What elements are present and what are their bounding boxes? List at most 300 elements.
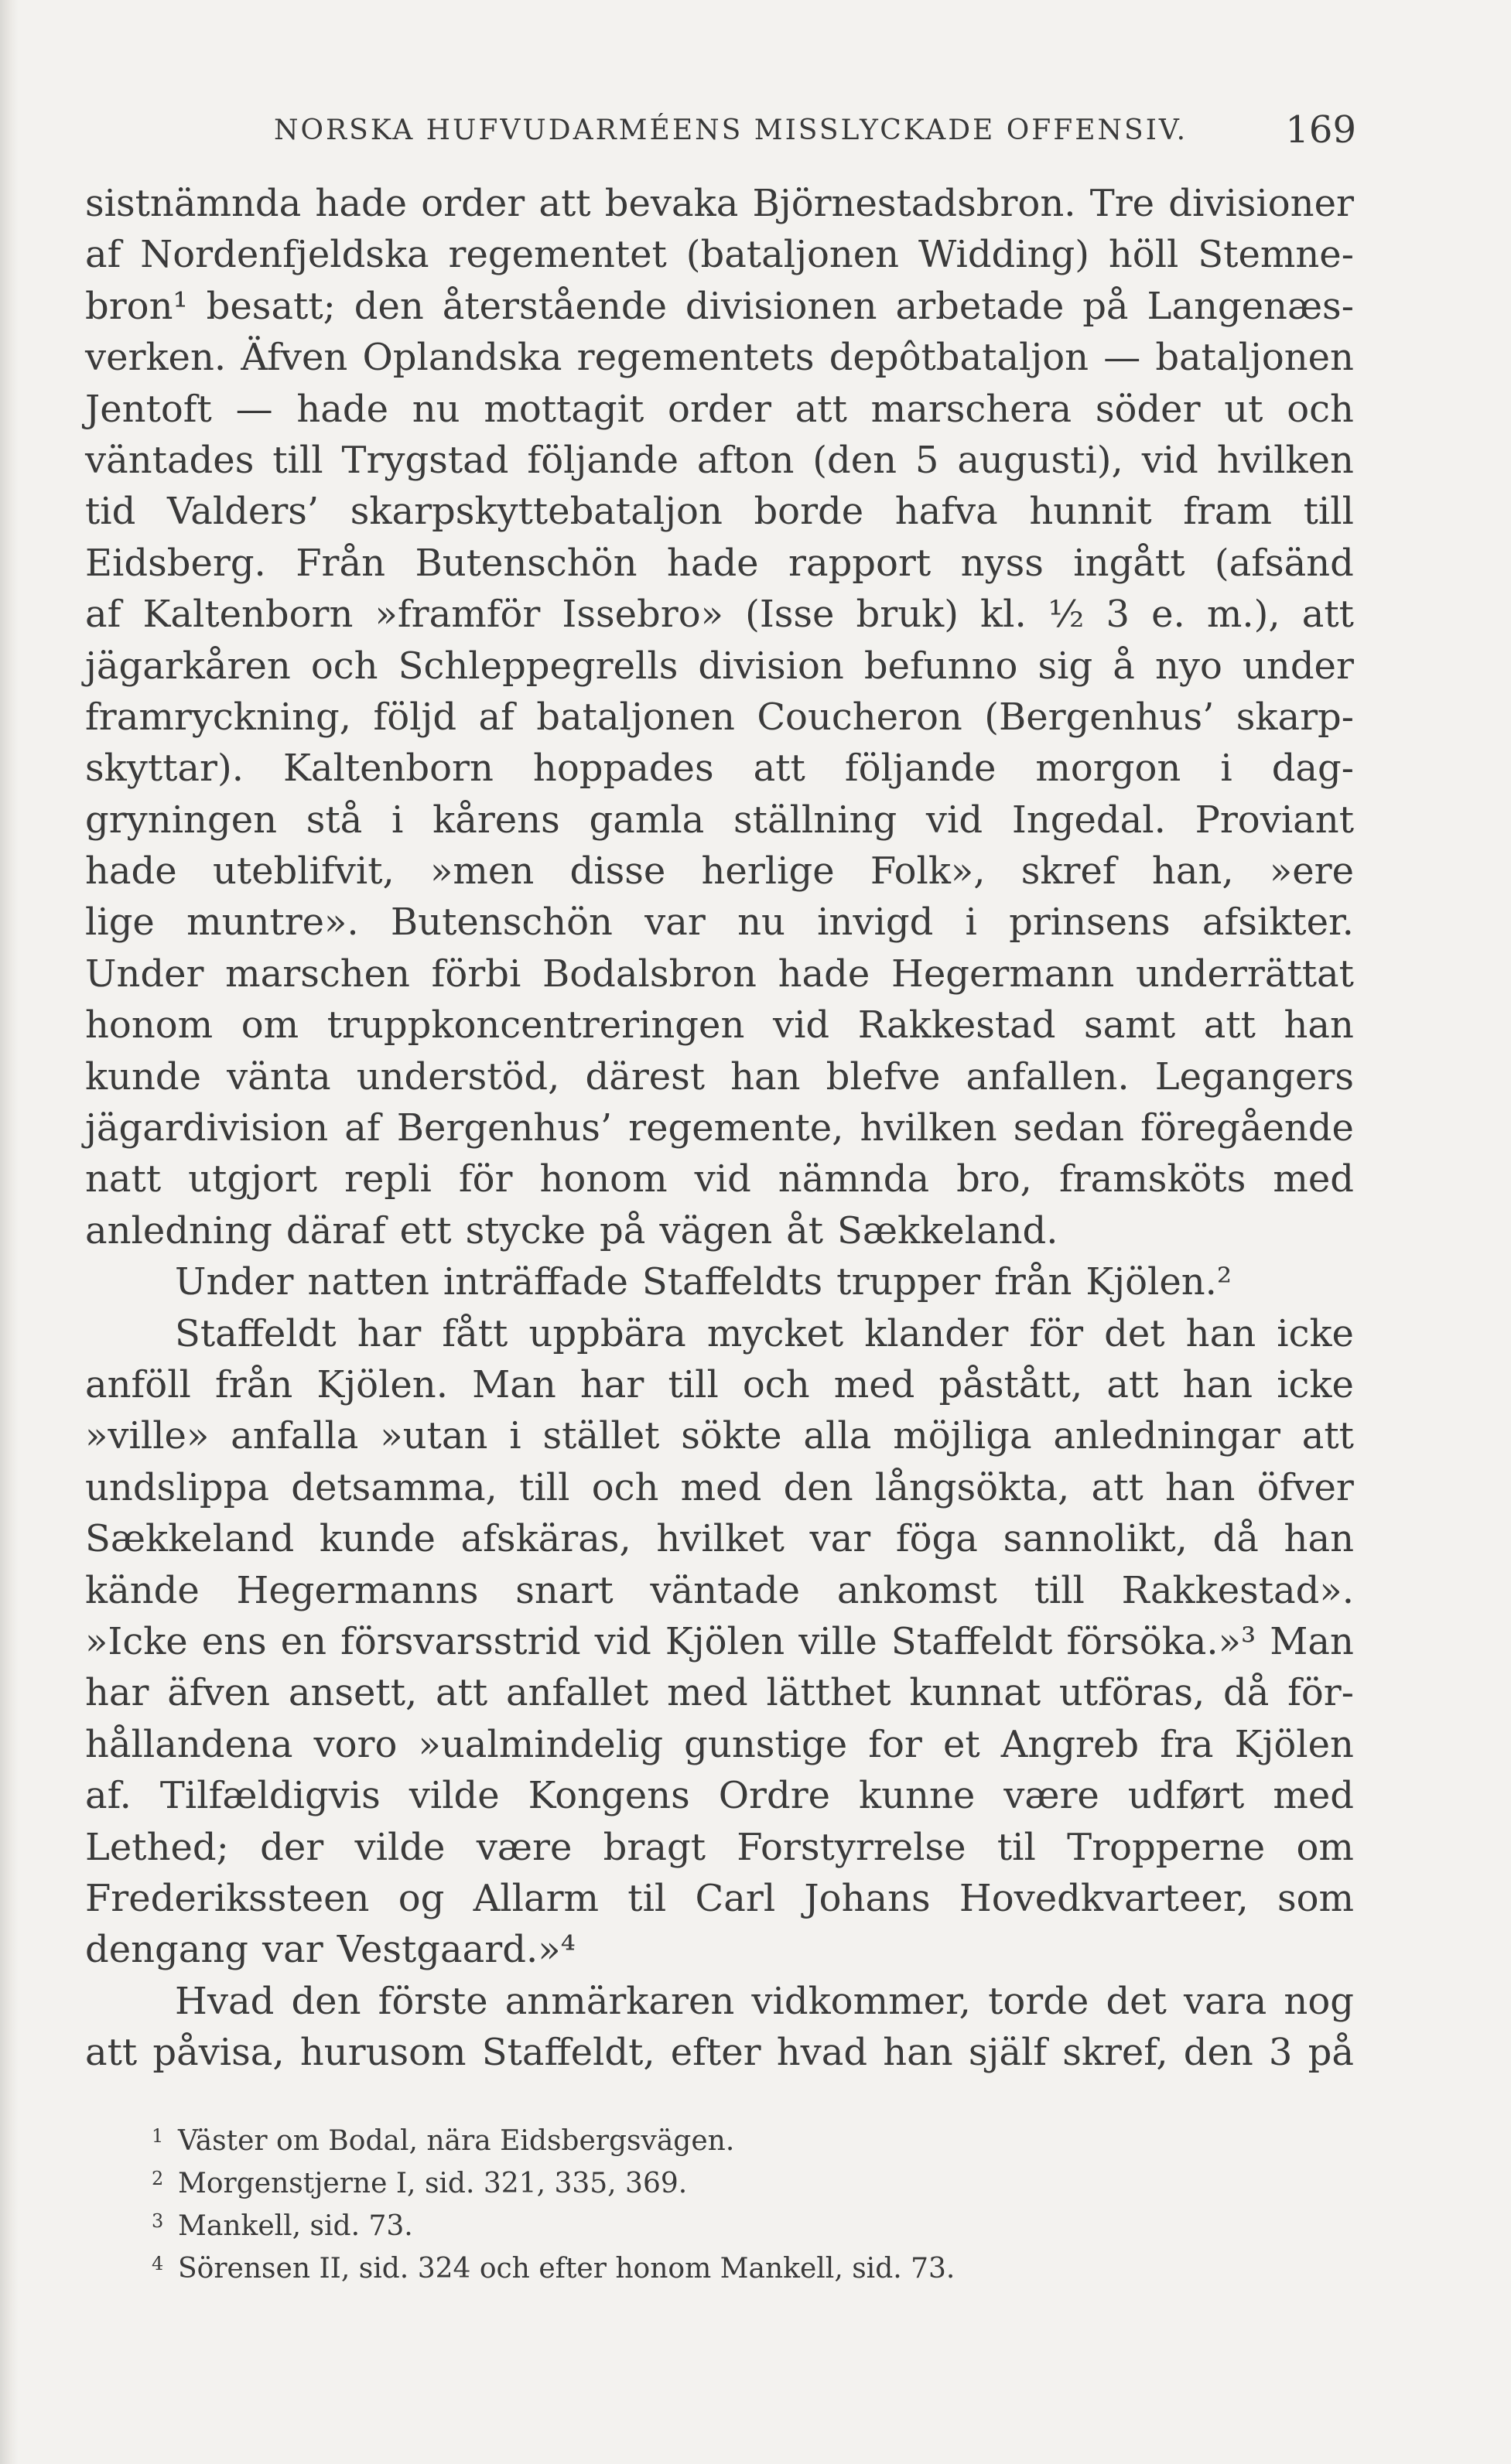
word: själf — [968, 2031, 1048, 2075]
word: sedan — [1013, 1106, 1125, 1150]
word: m.), — [1206, 593, 1280, 637]
word: söder — [1095, 387, 1201, 431]
word: augusti), — [957, 438, 1123, 482]
word: Tropperne — [1067, 1825, 1266, 1869]
word: som — [1277, 1876, 1354, 1920]
word: »ualmindelig — [418, 1722, 664, 1766]
word: Vestgaard.»⁴ — [337, 1928, 576, 1972]
text-line — [85, 384, 1354, 435]
word: och — [591, 1465, 659, 1509]
word: att — [538, 182, 591, 225]
word: (den — [812, 438, 897, 482]
word: af — [85, 233, 121, 277]
word: 3 — [1106, 593, 1130, 637]
word: om — [1296, 1825, 1354, 1869]
word: fram — [1183, 490, 1273, 534]
word: sistnämnda — [85, 182, 302, 225]
word: vara — [1184, 1979, 1267, 2023]
word: Allarm — [473, 1876, 600, 1920]
text-line — [85, 1513, 1354, 1564]
word: vid — [925, 798, 983, 842]
word: följande — [527, 438, 679, 482]
footnote — [152, 2247, 1261, 2290]
text-line — [85, 743, 1354, 794]
word: att — [1301, 1414, 1354, 1458]
word: från — [215, 1362, 293, 1406]
word: ut — [1224, 387, 1263, 431]
word: herlige — [701, 849, 835, 894]
word: har — [357, 1311, 422, 1355]
word: Under — [175, 1260, 294, 1304]
word: Sækkeland — [85, 1517, 295, 1561]
word: framryckning, — [85, 695, 352, 739]
word: på — [1082, 284, 1129, 328]
text-line — [85, 846, 1354, 897]
word: til — [627, 1876, 667, 1920]
word: vilde — [409, 1774, 500, 1818]
footnote-text: Sörensen II, sid. 324 och efter honom Mankell, sid. 73. — [178, 2253, 955, 2285]
word: bevaka — [604, 182, 739, 225]
word: bruk) — [856, 593, 959, 637]
text-line — [85, 589, 1354, 640]
footnote-mark: 1 — [152, 2125, 164, 2147]
word: Kjölen — [1234, 1722, 1354, 1766]
word: öfver — [1256, 1465, 1354, 1509]
word: nyo — [1154, 644, 1222, 688]
word: för — [458, 1157, 513, 1201]
word: den — [291, 1979, 361, 2023]
word: långsökta, — [874, 1465, 1070, 1509]
word: Eidsberg. — [85, 541, 266, 585]
word: rapport — [788, 541, 932, 585]
word: for — [868, 1722, 922, 1766]
word: torde — [988, 1979, 1089, 2023]
word: var — [262, 1928, 323, 1972]
word: Sækkeland. — [837, 1208, 1058, 1253]
word: till — [272, 438, 323, 482]
word: Staffeldt — [175, 1311, 337, 1355]
word: Widding) — [918, 233, 1089, 277]
word: föga — [895, 1517, 978, 1561]
word: har — [85, 1671, 149, 1715]
word: repli — [344, 1157, 432, 1201]
word: Rakkestad — [857, 1003, 1056, 1047]
word: Kjölen.² — [1085, 1260, 1232, 1304]
word: sannolikt, — [1003, 1517, 1188, 1561]
word: ½ — [1048, 593, 1085, 637]
word: befunno — [863, 644, 1018, 688]
word: vid — [1141, 438, 1198, 482]
word: være — [476, 1825, 573, 1869]
word: han — [1284, 1517, 1354, 1561]
word: då — [1212, 1517, 1259, 1561]
word: honom — [539, 1157, 668, 1201]
word: Rakkestad». — [1121, 1568, 1354, 1612]
word: Frederikssteen — [85, 1876, 370, 1920]
word: hvilken — [1216, 438, 1354, 482]
word: en — [280, 1619, 327, 1663]
text-line — [85, 435, 1354, 486]
word: nämnda — [778, 1157, 930, 1201]
word: afsikter. — [1202, 901, 1354, 945]
footnotes — [152, 2120, 1261, 2290]
word: Kaltenborn — [142, 593, 354, 637]
word: ett — [399, 1208, 452, 1253]
text-line — [85, 1565, 1354, 1616]
word: i — [391, 798, 404, 842]
word: anledningar — [1053, 1414, 1280, 1458]
word: han — [1185, 1311, 1256, 1355]
word: utgjort — [188, 1157, 318, 1201]
word: han — [883, 2031, 953, 2075]
word: föregående — [1140, 1106, 1354, 1150]
word: — — [1103, 336, 1141, 380]
word: på — [1308, 2031, 1354, 2075]
word: vid — [594, 1619, 651, 1663]
text-line — [85, 229, 1354, 280]
word: tid — [85, 490, 136, 534]
text-line — [85, 1616, 1354, 1667]
word: Kjölen. — [316, 1362, 448, 1406]
word: prinsens — [1009, 901, 1171, 945]
word: anmärkaren — [504, 1979, 735, 2023]
text-line — [85, 1308, 1354, 1359]
word: för- — [1287, 1671, 1354, 1715]
word: att — [1106, 1362, 1159, 1406]
word: morgon — [1035, 747, 1181, 791]
word: Schleppegrells — [398, 644, 679, 688]
word: fått — [442, 1311, 508, 1355]
word: understöd, — [356, 1054, 560, 1099]
word: Staffeldts — [641, 1260, 823, 1304]
word: med — [833, 1362, 915, 1406]
word: Ingedal. — [1011, 798, 1166, 842]
word: stället — [542, 1414, 660, 1458]
word: Stemne- — [1198, 233, 1354, 277]
footnote — [152, 2205, 1261, 2247]
word: Från — [296, 541, 386, 585]
footnote-text: Mankell, sid. 73. — [178, 2210, 413, 2242]
word: Jentoft — [85, 387, 212, 431]
word: anfallet — [505, 1671, 649, 1715]
word: mottagit — [484, 387, 644, 431]
word: väntades — [85, 438, 255, 482]
word: ställning — [733, 798, 897, 842]
word: order — [668, 387, 771, 431]
word: det — [1106, 1979, 1167, 2023]
word: gamla — [589, 798, 705, 842]
word: voro — [313, 1722, 398, 1766]
word: Coucheron — [757, 695, 962, 739]
word: uppbära — [528, 1311, 686, 1355]
footnote-text: Morgenstjerne I, sid. 321, 335, 369. — [178, 2168, 688, 2199]
text-line — [85, 1359, 1354, 1410]
word: gryningen — [85, 798, 278, 842]
word: af — [344, 1106, 381, 1150]
word: försvarsstrid — [340, 1619, 581, 1663]
word: afton — [696, 438, 795, 482]
word: då — [1223, 1671, 1270, 1715]
word: under — [1242, 644, 1354, 688]
word: Forstyrrelse — [737, 1825, 966, 1869]
word: han — [1165, 1465, 1236, 1509]
word: sökte — [681, 1414, 782, 1458]
word: kårens — [432, 798, 560, 842]
word: till — [1034, 1568, 1085, 1612]
word: — — [235, 387, 273, 431]
word: regementet — [448, 233, 667, 277]
word: från — [994, 1260, 1072, 1304]
word: hade — [666, 541, 759, 585]
text-line — [85, 897, 1354, 948]
word: skarpskyttebataljon — [350, 490, 723, 534]
word: (Bergenhus’ — [984, 695, 1215, 739]
text-line — [85, 178, 1354, 229]
word: nu — [412, 387, 460, 431]
text-line — [85, 1719, 1354, 1770]
word: därest — [585, 1054, 706, 1099]
word: detsamma, — [291, 1465, 497, 1509]
word: underrättat — [1135, 952, 1354, 996]
word: Butenschön — [415, 541, 638, 585]
word: hade — [85, 849, 177, 894]
text-line — [85, 1462, 1354, 1513]
word: hvilken — [860, 1106, 997, 1150]
word: borde — [754, 490, 864, 534]
word: hoppades — [532, 747, 714, 791]
word: följd — [373, 695, 457, 739]
word: stå — [306, 798, 363, 842]
word: udført — [1127, 1774, 1245, 1818]
word: hade — [315, 182, 408, 225]
word: Kjölen — [665, 1619, 785, 1663]
word: bragt — [603, 1825, 706, 1869]
word: Issebro» — [562, 593, 723, 637]
word: att — [1091, 1465, 1144, 1509]
word: framsköts — [1058, 1157, 1246, 1201]
word: mycket — [706, 1311, 844, 1355]
text-line — [85, 1000, 1354, 1051]
footnote-mark: 3 — [152, 2210, 164, 2232]
word: 5 — [914, 438, 939, 482]
footnote-mark: 2 — [152, 2168, 164, 2189]
word: til — [997, 1825, 1036, 1869]
word: med — [667, 1671, 748, 1715]
word: ville — [798, 1619, 877, 1663]
word: däraf — [285, 1208, 386, 1253]
word: Oplandska — [362, 336, 562, 380]
word: skref — [1020, 849, 1116, 894]
word: var — [644, 901, 706, 945]
word: att — [1203, 1003, 1256, 1047]
word: om — [241, 1003, 299, 1047]
word: Man — [1270, 1619, 1354, 1663]
word: sig — [1038, 644, 1093, 688]
word: kunne — [859, 1774, 976, 1818]
word: den — [783, 1465, 853, 1509]
word: Lethed; — [85, 1825, 229, 1869]
word: i — [965, 901, 977, 945]
word: försöka.»³ — [1066, 1619, 1256, 1663]
word: ingått — [1073, 541, 1185, 585]
word: kl. — [980, 593, 1027, 637]
word: Hegermann — [891, 952, 1115, 996]
text-line — [85, 332, 1354, 383]
word: och — [310, 644, 378, 688]
word: anföll — [85, 1362, 191, 1406]
word: af — [85, 593, 121, 637]
word: klander — [864, 1311, 1009, 1355]
word: i — [509, 1414, 521, 1458]
running-title: NORSKA HUFVUDARMÉENS MISSLYCKADE OFFENSIV. — [274, 114, 1188, 146]
word: besatt; — [206, 284, 336, 328]
word: uteblifvit, — [212, 849, 395, 894]
word: vid — [694, 1157, 751, 1201]
word: »Icke — [85, 1619, 188, 1663]
word: han — [1284, 1003, 1354, 1047]
word: regementets — [576, 336, 815, 380]
text-line — [85, 486, 1354, 537]
word: den — [1183, 2031, 1253, 2075]
word: Legangers — [1154, 1054, 1354, 1099]
word: af. — [85, 1774, 132, 1818]
word: e. — [1151, 593, 1185, 637]
word: icke — [1277, 1311, 1354, 1355]
word: återstående — [442, 284, 667, 328]
word: nu — [737, 901, 785, 945]
word: Tre — [1089, 182, 1155, 225]
word: »ere — [1269, 849, 1354, 894]
word: natten — [307, 1260, 429, 1304]
word: skref, — [1062, 2031, 1168, 2075]
word: divisionen — [685, 284, 877, 328]
word: att — [436, 1671, 488, 1715]
word: der — [260, 1825, 324, 1869]
word: alla — [803, 1414, 872, 1458]
word: hvilket — [656, 1517, 785, 1561]
word: äfven — [167, 1671, 271, 1715]
word: Kongens — [528, 1774, 690, 1818]
word: att — [795, 387, 847, 431]
word: var — [809, 1517, 871, 1561]
word: å — [1113, 644, 1135, 688]
word: Staffeldt — [891, 1619, 1053, 1663]
word: hade — [296, 387, 388, 431]
word: Äfven — [241, 336, 348, 380]
word: »framför — [374, 593, 541, 637]
word: till — [519, 1465, 570, 1509]
word: afskäras, — [460, 1517, 631, 1561]
text-line — [85, 1051, 1354, 1102]
word: möjliga — [893, 1414, 1032, 1458]
word: natt — [85, 1157, 162, 1201]
word: Langenæs- — [1147, 284, 1354, 328]
word: stycke — [465, 1208, 586, 1253]
word: samt — [1084, 1003, 1176, 1047]
footnote-mark: 4 — [152, 2253, 164, 2274]
text-line — [85, 948, 1354, 1000]
word: Under — [85, 952, 204, 996]
text-line — [85, 1205, 1354, 1256]
word: muntre». — [186, 901, 359, 945]
word: »men — [430, 849, 535, 894]
word: Ordre — [718, 1774, 831, 1818]
word: Bergenhus’ — [396, 1106, 613, 1150]
word: med — [1273, 1774, 1354, 1818]
word: bron¹ — [85, 284, 188, 328]
word: Angreb — [1000, 1722, 1140, 1766]
running-header — [85, 108, 1356, 155]
word: Proviant — [1195, 798, 1354, 842]
word: Carl — [695, 1876, 776, 1920]
word: nyss — [960, 541, 1044, 585]
word: med — [1273, 1157, 1354, 1201]
word: väntade — [650, 1568, 801, 1612]
word: arbetade — [895, 284, 1065, 328]
word: lätthet — [766, 1671, 891, 1715]
word: (afsänd — [1214, 541, 1354, 585]
text-line — [85, 1770, 1354, 1821]
word: inträffade — [443, 1260, 628, 1304]
footnote-text: Väster om Bodal, nära Eidsbergsvägen. — [178, 2125, 735, 2157]
word: gunstige — [684, 1722, 848, 1766]
word: division — [698, 644, 844, 688]
word: att — [1301, 593, 1354, 637]
word: påstått, — [938, 1362, 1083, 1406]
word: Man — [472, 1362, 556, 1406]
word: Kaltenborn — [282, 747, 494, 791]
word: divisioner — [1168, 182, 1354, 225]
word: skarp- — [1236, 695, 1354, 739]
word: Valders’ — [166, 490, 320, 534]
word: han — [730, 1054, 801, 1099]
word: nog — [1284, 1979, 1354, 2023]
word: Nordenfjeldska — [140, 233, 429, 277]
page-edge-shadow — [0, 0, 19, 2464]
word: regemente, — [628, 1106, 844, 1150]
word: bataljonen — [536, 695, 735, 739]
word: till — [1303, 490, 1354, 534]
word: vänta — [227, 1054, 331, 1099]
text-line — [85, 1822, 1354, 1873]
text-line — [85, 2027, 1354, 2078]
word: være — [1003, 1774, 1099, 1818]
word: vägen — [659, 1208, 773, 1253]
word: har — [579, 1362, 644, 1406]
word: han, — [1151, 849, 1234, 894]
word: i — [1220, 747, 1232, 791]
word: depôtbataljon — [829, 336, 1089, 380]
word: fra — [1160, 1722, 1214, 1766]
word: kunnat — [909, 1671, 1041, 1715]
text-line — [85, 641, 1354, 692]
word: snart — [515, 1568, 614, 1612]
word: Bodalsbron — [542, 952, 757, 996]
word: anledning — [85, 1208, 272, 1253]
word: »utan — [380, 1414, 488, 1458]
text-line — [85, 1256, 1354, 1307]
text-line — [85, 538, 1354, 589]
word: trupper — [836, 1260, 981, 1304]
word: anfalla — [231, 1414, 359, 1458]
word: Hegermanns — [236, 1568, 479, 1612]
text-line — [85, 1924, 1354, 1975]
word: Johans — [804, 1876, 931, 1920]
word: bro, — [956, 1157, 1032, 1201]
word: för — [1029, 1311, 1084, 1355]
word: hurusom — [299, 2031, 467, 2075]
word: Staffeldt, — [481, 2031, 655, 2075]
